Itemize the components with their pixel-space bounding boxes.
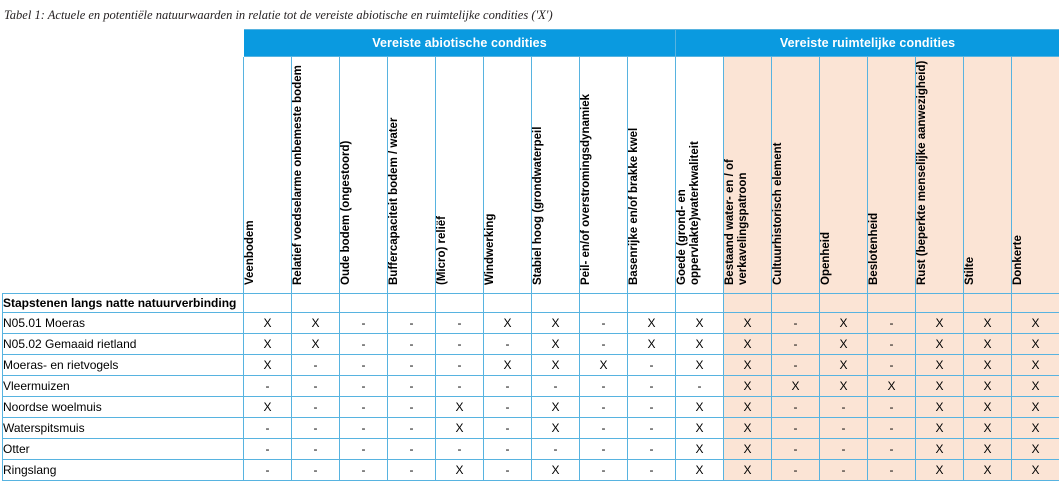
section-filler bbox=[292, 294, 340, 313]
column-header-label: Rust (beperkte menselijke aanwezigheid) bbox=[916, 60, 928, 285]
cell: X bbox=[916, 439, 964, 460]
cell: - bbox=[628, 355, 676, 376]
column-header-label: Openheid bbox=[820, 231, 832, 285]
column-header-label: Relatief voedselarme onbemeste bodem bbox=[292, 65, 304, 285]
cell: - bbox=[580, 418, 628, 439]
cell: - bbox=[292, 460, 340, 481]
cell: - bbox=[868, 313, 916, 334]
cell: X bbox=[916, 376, 964, 397]
table-row bbox=[3, 313, 1059, 334]
column-header-label: Donkerte bbox=[1012, 235, 1024, 285]
conditions-matrix-table bbox=[2, 29, 1059, 481]
cell: X bbox=[484, 313, 532, 334]
row-label: N05.02 Gemaaid rietland bbox=[3, 334, 244, 355]
cell: - bbox=[580, 460, 628, 481]
section-filler bbox=[388, 294, 436, 313]
cell: X bbox=[964, 460, 1012, 481]
cell: X bbox=[532, 313, 580, 334]
cell: - bbox=[292, 439, 340, 460]
cell: - bbox=[388, 355, 436, 376]
cell: X bbox=[820, 313, 868, 334]
cell: X bbox=[868, 376, 916, 397]
cell: - bbox=[484, 460, 532, 481]
section-filler bbox=[964, 294, 1012, 313]
column-header-openheid bbox=[820, 57, 868, 294]
section-filler bbox=[820, 294, 868, 313]
cell: - bbox=[628, 418, 676, 439]
table-row bbox=[3, 460, 1059, 481]
table-caption: Tabel 1: Actuele en potentiële natuurwaarden in relatie tot de vereiste abiotische en ruimtelijke condities ('X') bbox=[4, 8, 553, 22]
column-header-label: Goede (grond- en oppervlakte)waterkwaliteit bbox=[676, 141, 701, 285]
cell: X bbox=[772, 376, 820, 397]
cell: - bbox=[484, 439, 532, 460]
cell: X bbox=[436, 418, 484, 439]
cell: - bbox=[340, 313, 388, 334]
row-label: Otter bbox=[3, 439, 244, 460]
cell: X bbox=[676, 313, 724, 334]
column-header-rust bbox=[916, 57, 964, 294]
cell: - bbox=[772, 460, 820, 481]
cell: - bbox=[820, 418, 868, 439]
cell: - bbox=[868, 355, 916, 376]
cell: X bbox=[724, 439, 772, 460]
column-header-label: (Micro) reliëf bbox=[436, 215, 448, 285]
cell: - bbox=[532, 376, 580, 397]
section-filler bbox=[532, 294, 580, 313]
cell: - bbox=[388, 460, 436, 481]
table-row bbox=[3, 397, 1059, 418]
cell: X bbox=[244, 397, 292, 418]
section-filler bbox=[484, 294, 532, 313]
column-header-relatief-voedselarme-onbemeste-bodem bbox=[292, 57, 340, 294]
cell: X bbox=[964, 418, 1012, 439]
cell: X bbox=[1012, 418, 1059, 439]
cell: - bbox=[484, 397, 532, 418]
cell: - bbox=[628, 397, 676, 418]
cell: - bbox=[244, 460, 292, 481]
row-label: Moeras- en rietvogels bbox=[3, 355, 244, 376]
cell: X bbox=[676, 334, 724, 355]
cell: - bbox=[340, 418, 388, 439]
column-header-label: Stilte bbox=[964, 256, 976, 285]
group-header-spatial: Vereiste ruimtelijke condities bbox=[676, 30, 1059, 57]
column-header-label: Windwerking bbox=[484, 213, 496, 285]
section-label: Stapstenen langs natte natuurverbinding bbox=[3, 294, 244, 313]
cell: - bbox=[292, 355, 340, 376]
column-header-label: Beslotenheid bbox=[868, 212, 880, 285]
column-header-label: Veenbodem bbox=[244, 220, 256, 285]
cell: - bbox=[772, 418, 820, 439]
cell: X bbox=[964, 376, 1012, 397]
section-filler bbox=[868, 294, 916, 313]
cell: - bbox=[244, 439, 292, 460]
cell: - bbox=[292, 418, 340, 439]
cell: X bbox=[916, 355, 964, 376]
cell: - bbox=[628, 439, 676, 460]
section-filler bbox=[628, 294, 676, 313]
column-header-label: Oude bodem (ongestoord) bbox=[340, 140, 352, 285]
cell: X bbox=[436, 460, 484, 481]
table-row bbox=[3, 439, 1059, 460]
cell: - bbox=[580, 439, 628, 460]
row-label: Waterspitsmuis bbox=[3, 418, 244, 439]
cell: X bbox=[676, 355, 724, 376]
cell: X bbox=[580, 355, 628, 376]
section-filler bbox=[724, 294, 772, 313]
section-filler bbox=[580, 294, 628, 313]
cell: - bbox=[388, 439, 436, 460]
cell: X bbox=[964, 313, 1012, 334]
cell: - bbox=[580, 313, 628, 334]
cell: X bbox=[916, 334, 964, 355]
cell: X bbox=[1012, 397, 1059, 418]
group-header-abiotic: Vereiste abiotische condities bbox=[244, 30, 676, 57]
cell: - bbox=[820, 397, 868, 418]
column-header-stilte bbox=[964, 57, 1012, 294]
cell: - bbox=[340, 439, 388, 460]
column-header-goede-waterkwaliteit bbox=[676, 57, 724, 294]
column-header-oude-bodem bbox=[340, 57, 388, 294]
column-header-micro-relief bbox=[436, 57, 484, 294]
cell: - bbox=[436, 355, 484, 376]
cell: X bbox=[628, 313, 676, 334]
cell: X bbox=[1012, 334, 1059, 355]
cell: X bbox=[1012, 376, 1059, 397]
cell: - bbox=[340, 334, 388, 355]
cell: X bbox=[724, 313, 772, 334]
cell: - bbox=[388, 397, 436, 418]
cell: X bbox=[532, 397, 580, 418]
cell: X bbox=[244, 313, 292, 334]
cell: X bbox=[628, 334, 676, 355]
column-header-veenbodem bbox=[244, 57, 292, 294]
cell: - bbox=[772, 313, 820, 334]
cell: - bbox=[580, 334, 628, 355]
cell: - bbox=[388, 418, 436, 439]
cell: X bbox=[916, 460, 964, 481]
section-filler bbox=[772, 294, 820, 313]
cell: - bbox=[772, 397, 820, 418]
cell: X bbox=[820, 355, 868, 376]
cell: - bbox=[820, 460, 868, 481]
cell: - bbox=[772, 355, 820, 376]
section-filler bbox=[436, 294, 484, 313]
column-header-label: Stabiel hoog (grondwaterpeil bbox=[532, 126, 544, 285]
cell: X bbox=[916, 313, 964, 334]
cell: X bbox=[724, 418, 772, 439]
cell: - bbox=[532, 439, 580, 460]
table-corner-cell bbox=[3, 57, 244, 294]
cell: - bbox=[436, 376, 484, 397]
cell: X bbox=[724, 355, 772, 376]
row-label: Vleermuizen bbox=[3, 376, 244, 397]
cell: X bbox=[436, 397, 484, 418]
cell: - bbox=[436, 439, 484, 460]
cell: - bbox=[388, 376, 436, 397]
cell: X bbox=[676, 418, 724, 439]
table-row bbox=[3, 418, 1059, 439]
row-label: Ringslang bbox=[3, 460, 244, 481]
cell: X bbox=[964, 355, 1012, 376]
cell: X bbox=[1012, 439, 1059, 460]
cell: - bbox=[436, 334, 484, 355]
cell: X bbox=[676, 397, 724, 418]
cell: X bbox=[292, 313, 340, 334]
row-label: Noordse woelmuis bbox=[3, 397, 244, 418]
column-header-cultuurhistorisch-element bbox=[772, 57, 820, 294]
cell: - bbox=[484, 376, 532, 397]
cell: X bbox=[964, 439, 1012, 460]
cell: X bbox=[532, 418, 580, 439]
section-row bbox=[3, 294, 1059, 313]
column-header-label: Buffercapaciteit bodem / water bbox=[388, 117, 400, 285]
cell: - bbox=[676, 376, 724, 397]
cell: - bbox=[868, 334, 916, 355]
cell: - bbox=[868, 397, 916, 418]
column-header-label: Peil- en/of overstromingsdynamiek bbox=[580, 93, 592, 285]
cell: X bbox=[532, 334, 580, 355]
group-header-spacer bbox=[3, 30, 244, 57]
table-row bbox=[3, 355, 1059, 376]
cell: - bbox=[244, 376, 292, 397]
cell: - bbox=[292, 397, 340, 418]
column-header-donkerte bbox=[1012, 57, 1059, 294]
cell: X bbox=[244, 334, 292, 355]
cell: - bbox=[628, 460, 676, 481]
cell: X bbox=[532, 355, 580, 376]
cell: - bbox=[436, 313, 484, 334]
cell: - bbox=[868, 460, 916, 481]
cell: - bbox=[388, 313, 436, 334]
cell: - bbox=[628, 376, 676, 397]
cell: - bbox=[868, 418, 916, 439]
cell: - bbox=[580, 376, 628, 397]
column-header-buffercapaciteit bbox=[388, 57, 436, 294]
table-row bbox=[3, 376, 1059, 397]
cell: - bbox=[244, 418, 292, 439]
cell: - bbox=[340, 460, 388, 481]
cell: - bbox=[388, 334, 436, 355]
column-header-peil-overstromingsdynamiek bbox=[580, 57, 628, 294]
cell: X bbox=[244, 355, 292, 376]
cell: X bbox=[724, 397, 772, 418]
section-filler bbox=[340, 294, 388, 313]
column-header-label: Bestaand water- en / of verkavelingspatroon bbox=[724, 159, 749, 285]
cell: - bbox=[484, 418, 532, 439]
cell: X bbox=[1012, 313, 1059, 334]
cell: X bbox=[724, 334, 772, 355]
column-header-bestaand-water-verkavelingspatroon bbox=[724, 57, 772, 294]
column-header-label: Basenrijke en/of brakke kwel bbox=[628, 127, 640, 285]
cell: - bbox=[340, 376, 388, 397]
section-filler bbox=[676, 294, 724, 313]
cell: - bbox=[868, 439, 916, 460]
table-row bbox=[3, 334, 1059, 355]
cell: X bbox=[820, 376, 868, 397]
column-header-label: Cultuurhistorisch element bbox=[772, 142, 784, 285]
cell: X bbox=[676, 460, 724, 481]
section-filler bbox=[1012, 294, 1059, 313]
cell: X bbox=[484, 355, 532, 376]
cell: - bbox=[340, 355, 388, 376]
cell: X bbox=[676, 439, 724, 460]
cell: - bbox=[340, 397, 388, 418]
section-filler bbox=[916, 294, 964, 313]
section-filler bbox=[244, 294, 292, 313]
cell: - bbox=[772, 334, 820, 355]
column-header-stabiel-hoog-grondwaterpeil bbox=[532, 57, 580, 294]
cell: X bbox=[724, 376, 772, 397]
cell: X bbox=[1012, 460, 1059, 481]
column-header-basenrijke-brakke-kwel bbox=[628, 57, 676, 294]
cell: - bbox=[484, 334, 532, 355]
cell: X bbox=[1012, 355, 1059, 376]
column-header-beslotenheid bbox=[868, 57, 916, 294]
cell: X bbox=[916, 418, 964, 439]
cell: X bbox=[292, 334, 340, 355]
cell: X bbox=[820, 334, 868, 355]
cell: - bbox=[292, 376, 340, 397]
column-header-windwerking bbox=[484, 57, 532, 294]
cell: X bbox=[964, 334, 1012, 355]
row-label: N05.01 Moeras bbox=[3, 313, 244, 334]
cell: X bbox=[916, 397, 964, 418]
cell: X bbox=[724, 460, 772, 481]
cell: - bbox=[820, 439, 868, 460]
cell: - bbox=[580, 397, 628, 418]
cell: - bbox=[772, 439, 820, 460]
cell: X bbox=[532, 460, 580, 481]
cell: X bbox=[964, 397, 1012, 418]
column-header-row bbox=[3, 57, 1059, 294]
